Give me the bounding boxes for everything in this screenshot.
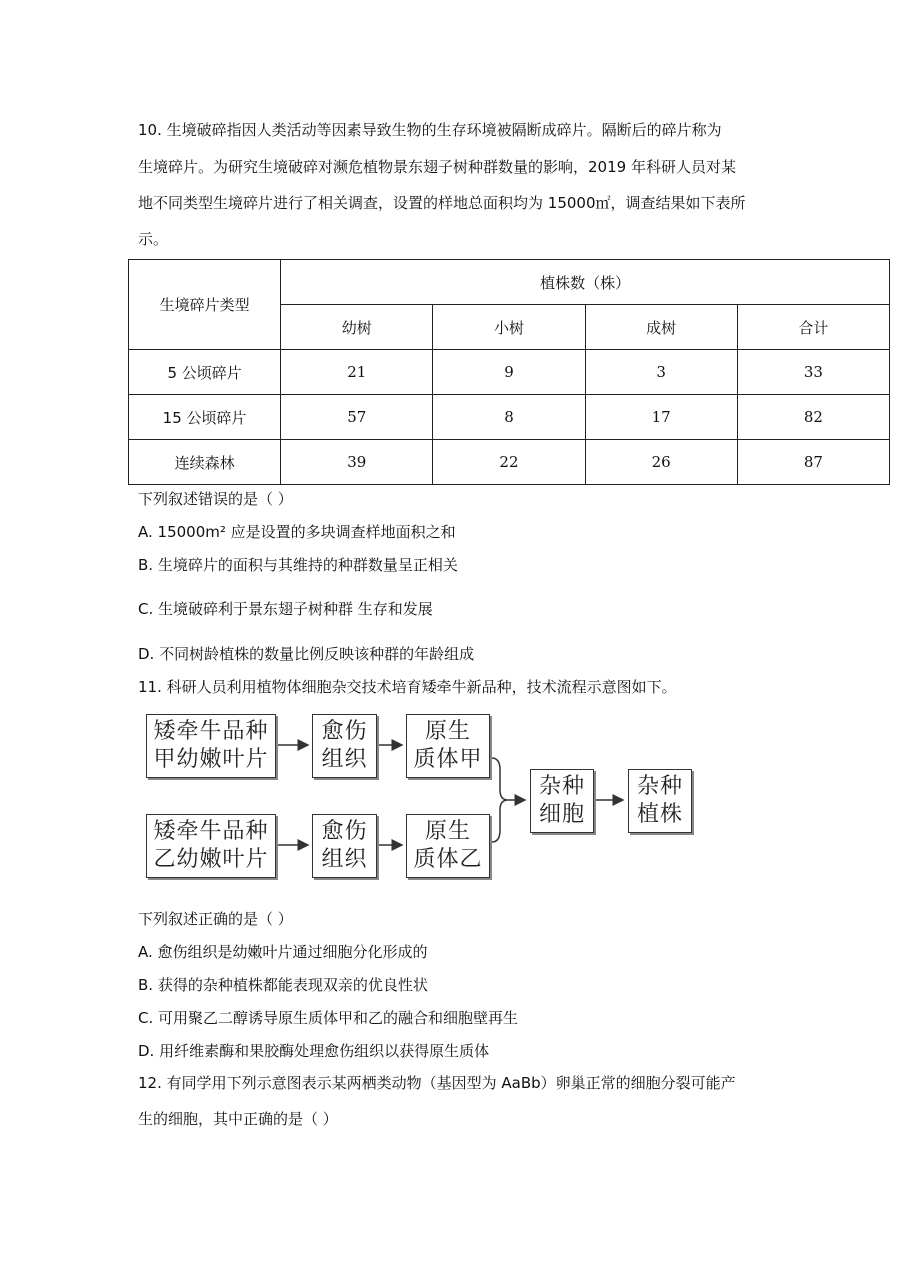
flow-box-callus-a: 愈伤 组织 [312, 714, 377, 778]
q10-question: 下列叙述错误的是（ ） [138, 490, 293, 508]
flow-box-callus-b: 愈伤 组织 [312, 814, 377, 878]
table-cell: 87 [737, 440, 889, 485]
survey-table [128, 259, 890, 485]
table-row [129, 395, 890, 440]
table-cell: 39 [281, 440, 433, 485]
table-cell: 26 [585, 440, 737, 485]
table-cell: 3 [585, 350, 737, 395]
flow-box-leaf-a: 矮牵牛品种 甲幼嫩叶片 [146, 714, 276, 778]
flow-box-hybrid-cell: 杂种 细胞 [530, 769, 594, 833]
table-row [129, 440, 890, 485]
q11-question: 下列叙述正确的是（ ） [138, 910, 293, 928]
column-header: 合计 [737, 305, 889, 350]
column-header: 小树 [433, 305, 585, 350]
q10-option-c[interactable]: C. 生境破碎利于景东翅子树种群 生存和发展 [138, 600, 433, 618]
table-cell: 33 [737, 350, 889, 395]
brace-icon [492, 758, 508, 842]
table-cell: 21 [281, 350, 433, 395]
table-row [129, 350, 890, 395]
table-cell: 17 [585, 395, 737, 440]
q11-option-b[interactable]: B. 获得的杂种植株都能表现双亲的优良性状 [138, 976, 428, 994]
flow-box-protoplast-b: 原生 质体乙 [406, 814, 490, 878]
q11-option-c[interactable]: C. 可用聚乙二醇诱导原生质体甲和乙的融合和细胞壁再生 [138, 1009, 519, 1027]
q11-option-a[interactable]: A. 愈伤组织是幼嫩叶片通过细胞分化形成的 [138, 943, 428, 961]
table-cell: 82 [737, 395, 889, 440]
table-cell: 22 [433, 440, 585, 485]
flow-box-leaf-b: 矮牵牛品种 乙幼嫩叶片 [146, 814, 276, 878]
q12-stem-line-1: 12. 有同学用下列示意图表示某两栖类动物（基因型为 AaBb）卵巢正常的细胞分裂可能产 [138, 1074, 736, 1092]
q10-stem-line-2: 生境碎片。为研究生境破碎对濒危植物景东翅子树种群数量的影响，2019 年科研人员对某 [138, 158, 736, 176]
q11-stem: 11. 科研人员利用植物体细胞杂交技术培育矮牵牛新品种，技术流程示意图如下。 [138, 678, 677, 696]
table-row-header: 生境碎片类型 [129, 260, 281, 350]
column-header: 幼树 [281, 305, 433, 350]
q10-stem-line-4: 示。 [138, 230, 169, 248]
q10-option-a[interactable]: A. 15000m² 应是设置的多块调查样地面积之和 [138, 523, 456, 541]
table-cell: 9 [433, 350, 585, 395]
q10-stem-line-1: 10. 生境破碎指因人类活动等因素导致生物的生存环境被隔断成碎片。隔断后的碎片称为 [138, 121, 722, 139]
q10-stem-line-3: 地不同类型生境碎片进行了相关调查，设置的样地总面积均为 15000㎡，调查结果如下表所 [138, 194, 746, 212]
flow-box-protoplast-a: 原生 质体甲 [406, 714, 490, 778]
q10-option-d[interactable]: D. 不同树龄植株的数量比例反映该种群的年龄组成 [138, 645, 475, 663]
row-label: 连续森林 [129, 440, 281, 485]
table-cell: 57 [281, 395, 433, 440]
q12-stem-line-2: 生的细胞，其中正确的是（ ） [138, 1110, 338, 1128]
flow-box-hybrid-plant: 杂种 植株 [628, 769, 692, 833]
column-header: 成树 [585, 305, 737, 350]
q10-option-b[interactable]: B. 生境碎片的面积与其维持的种群数量呈正相关 [138, 556, 458, 574]
row-label: 5 公顷碎片 [129, 350, 281, 395]
q11-option-d[interactable]: D. 用纤维素酶和果胶酶处理愈伤组织以获得原生质体 [138, 1042, 490, 1060]
flow-diagram [140, 708, 700, 884]
table-group-header: 植株数（株） [281, 260, 890, 305]
row-label: 15 公顷碎片 [129, 395, 281, 440]
table-cell: 8 [433, 395, 585, 440]
